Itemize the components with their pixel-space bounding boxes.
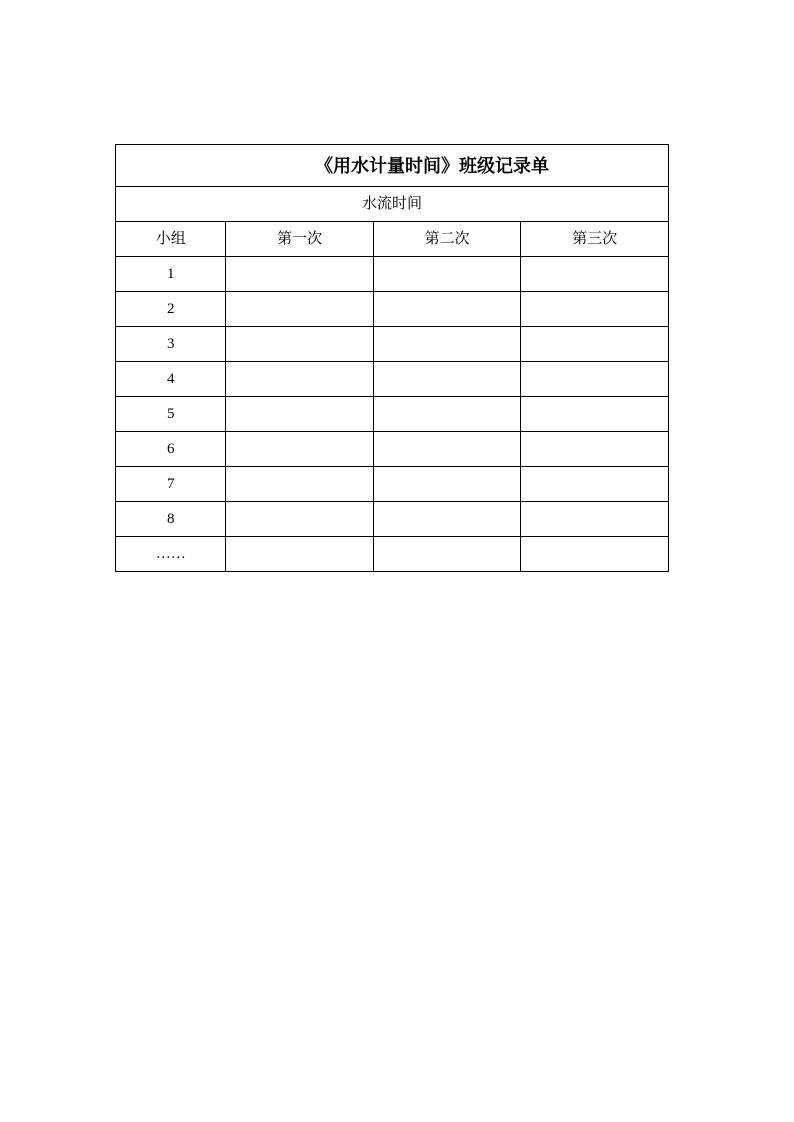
trial-1-time-cell[interactable]: [226, 257, 374, 292]
trial-3-time-cell[interactable]: [521, 362, 669, 397]
group-number-cell: 5: [116, 397, 226, 432]
trial-1-time-cell[interactable]: [226, 397, 374, 432]
table-row: [116, 327, 669, 362]
group-number-cell: 3: [116, 327, 226, 362]
trial-1-time-cell[interactable]: [226, 292, 374, 327]
group-number-cell: 4: [116, 362, 226, 397]
trial-3-time-cell[interactable]: [521, 257, 669, 292]
trial-2-time-cell[interactable]: [373, 362, 521, 397]
trial-2-time-cell[interactable]: [373, 502, 521, 537]
trial-2-time-cell[interactable]: [373, 257, 521, 292]
group-number-cell: ……: [116, 537, 226, 572]
record-sheet-table: [115, 144, 669, 572]
trial-3-time-cell[interactable]: [521, 397, 669, 432]
group-number-cell: 6: [116, 432, 226, 467]
trial-3-time-cell[interactable]: [521, 467, 669, 502]
table-row: [116, 432, 669, 467]
title-row: [116, 145, 669, 187]
group-number-cell: 2: [116, 292, 226, 327]
table-row: [116, 292, 669, 327]
sheet-title: 《用水计量时间》班级记录单: [116, 145, 669, 187]
subtitle-row: [116, 187, 669, 222]
trial-2-time-cell[interactable]: [373, 292, 521, 327]
group-number-cell: 1: [116, 257, 226, 292]
trial-3-time-cell[interactable]: [521, 292, 669, 327]
table-row: [116, 537, 669, 572]
table-row: [116, 397, 669, 432]
trial-1-time-cell[interactable]: [226, 537, 374, 572]
table-row: [116, 502, 669, 537]
header-row: [116, 222, 669, 257]
group-number-cell: 8: [116, 502, 226, 537]
trial-3-time-cell[interactable]: [521, 327, 669, 362]
trial-1-time-cell[interactable]: [226, 327, 374, 362]
water-flow-time-label: 水流时间: [116, 187, 669, 222]
group-column-header: 小组: [116, 222, 226, 257]
table-row: [116, 362, 669, 397]
trial-3-time-cell[interactable]: [521, 432, 669, 467]
trial-2-time-cell[interactable]: [373, 397, 521, 432]
table-body: [116, 145, 669, 572]
trial-2-time-cell[interactable]: [373, 467, 521, 502]
trial-2-column-header: 第二次: [373, 222, 521, 257]
trial-2-time-cell[interactable]: [373, 327, 521, 362]
trial-3-time-cell[interactable]: [521, 502, 669, 537]
table-row: [116, 257, 669, 292]
group-number-cell: 7: [116, 467, 226, 502]
trial-1-time-cell[interactable]: [226, 467, 374, 502]
trial-1-column-header: 第一次: [226, 222, 374, 257]
trial-3-column-header: 第三次: [521, 222, 669, 257]
trial-1-time-cell[interactable]: [226, 432, 374, 467]
table-row: [116, 467, 669, 502]
trial-1-time-cell[interactable]: [226, 502, 374, 537]
trial-2-time-cell[interactable]: [373, 432, 521, 467]
trial-2-time-cell[interactable]: [373, 537, 521, 572]
trial-1-time-cell[interactable]: [226, 362, 374, 397]
trial-3-time-cell[interactable]: [521, 537, 669, 572]
